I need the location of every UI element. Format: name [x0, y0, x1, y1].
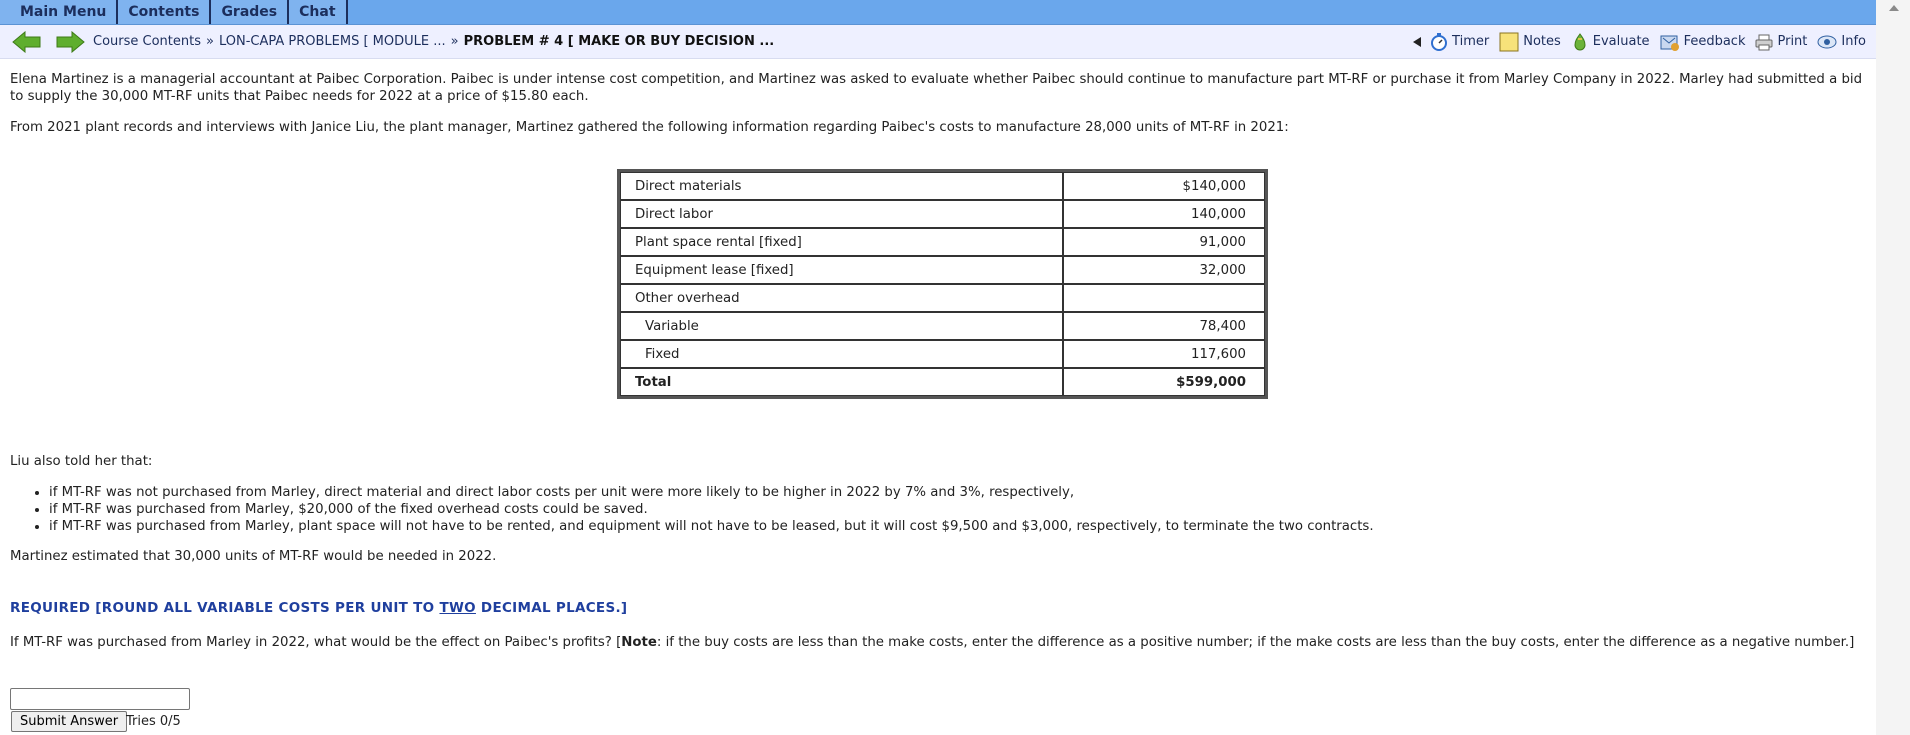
row-value: 117,600: [1063, 340, 1265, 368]
print-label: Print: [1777, 34, 1808, 49]
table-row: [620, 172, 1265, 200]
row-label: Direct labor: [620, 200, 1063, 228]
timer-tool[interactable]: [1430, 32, 1489, 52]
row-value: [1063, 284, 1265, 312]
row-label: Direct materials: [620, 172, 1063, 200]
answer-input[interactable]: [10, 688, 190, 710]
question-note-label: Note: [621, 635, 657, 650]
main-menu-bar: [0, 0, 1876, 25]
row-label: Other overhead: [620, 284, 1063, 312]
intro-paragraph: Elena Martinez is a managerial accountant at Paibec Corporation. Paibec is under intense cost competition, and Martinez was asked to evaluate whether Paibec should continue to manufacture part MT-RF or purchase it from Marley Company in 2022. Marley had submitted a bid to supply the 30,000 MT-RF units that Paibec needs for 2022 at a price of $15.80 each.: [10, 72, 1863, 104]
print-tool[interactable]: [1755, 32, 1807, 52]
table-row: [620, 228, 1265, 256]
row-value: 91,000: [1063, 228, 1265, 256]
timer-label: Timer: [1452, 34, 1490, 49]
table-row-total: [620, 368, 1265, 396]
list-item: • if MT-RF was purchased from Marley, $20,000 of the fixed overhead costs could be saved.: [49, 501, 1872, 518]
question-text-a: If MT-RF was purchased from Marley in 2022, what would be the effect on Paibec's profits? [: [10, 635, 622, 650]
info-label: Info: [1841, 34, 1866, 49]
row-label: Plant space rental [fixed]: [620, 228, 1063, 256]
row-label: Total: [620, 368, 1063, 396]
tool-bar: [1412, 25, 1876, 58]
list-item: • if MT-RF was not purchased from Marley, direct material and direct labor costs per unit were more likely to be higher in 2022 by 7% and 3%, respectively,: [49, 484, 1872, 501]
notes-label: Notes: [1523, 34, 1561, 49]
table-row: [620, 340, 1265, 368]
question-text: [10, 634, 1870, 651]
row-value: $140,000: [1063, 172, 1265, 200]
tab-chat[interactable]: Chat: [289, 0, 347, 24]
breadcrumb: [93, 25, 774, 58]
collapse-toggle[interactable]: [1412, 36, 1422, 48]
navigation-bar: [0, 25, 1876, 59]
required-text-b: DECIMAL PLACES.]: [475, 600, 628, 616]
scroll-up-icon[interactable]: [1889, 5, 1899, 11]
back-arrow-icon[interactable]: [12, 31, 42, 53]
row-label: Fixed: [620, 340, 1063, 368]
tab-main-menu[interactable]: Main Menu: [0, 0, 118, 24]
notes-tool[interactable]: [1499, 32, 1561, 52]
estimate-paragraph: Martinez estimated that 30,000 units of MT-RF would be needed in 2022.: [10, 548, 497, 564]
printer-icon: [1755, 32, 1773, 52]
required-text-underlined: TWO: [439, 600, 476, 616]
tab-grades[interactable]: Grades: [211, 0, 289, 24]
breadcrumb-course-contents[interactable]: Course Contents: [93, 34, 201, 49]
liu-intro: Liu also told her that:: [10, 454, 153, 470]
breadcrumb-current: PROBLEM # 4 [ MAKE OR BUY DECISION ...: [463, 34, 775, 49]
problem-text: [10, 71, 1872, 136]
row-label: Variable: [620, 312, 1063, 340]
tries-counter: Tries 0/5: [126, 714, 181, 729]
table-row: [620, 312, 1265, 340]
table-row: [620, 256, 1265, 284]
list-item: • if MT-RF was purchased from Marley, plant space will not have to be rented, and equipment will not have to be leased, but it will cost $9,500 and $3,000, respectively, to terminate the two contracts.: [49, 518, 1872, 535]
table-row: [620, 200, 1265, 228]
row-value: 78,400: [1063, 312, 1265, 340]
info-tool[interactable]: [1817, 32, 1866, 52]
breadcrumb-separator: »: [206, 34, 214, 49]
stopwatch-icon: [1430, 32, 1448, 52]
feedback-icon: [1660, 32, 1680, 52]
notepad-icon: [1499, 32, 1519, 52]
records-paragraph: From 2021 plant records and interviews with Janice Liu, the plant manager, Martinez gathered the following information regarding Paibec's costs to manufacture 28,000 units of MT-RF in 2021:: [10, 120, 1289, 135]
required-text-a: REQUIRED [ROUND ALL VARIABLE COSTS PER UNIT TO: [10, 600, 440, 616]
breadcrumb-separator: »: [450, 34, 459, 49]
required-heading: [10, 600, 627, 616]
forward-arrow-icon[interactable]: [55, 31, 85, 53]
breadcrumb-module[interactable]: LON-CAPA PROBLEMS [ MODULE ...: [218, 34, 446, 49]
feedback-tool[interactable]: [1660, 32, 1746, 52]
row-value: 32,000: [1063, 256, 1265, 284]
evaluate-icon: [1571, 32, 1589, 52]
question-text-b: : if the buy costs are less than the make costs, enter the difference as a positive number; if the make costs are less than the buy costs, enter the difference as a negative number.]: [656, 635, 1855, 650]
additional-info: [10, 440, 1872, 578]
bullet-list: [10, 484, 1872, 535]
info-eye-icon: [1817, 32, 1837, 52]
row-label: Equipment lease [fixed]: [620, 256, 1063, 284]
table-row: [620, 284, 1265, 312]
vertical-scrollbar[interactable]: [1876, 0, 1910, 735]
tab-contents[interactable]: Contents: [118, 0, 211, 24]
evaluate-label: Evaluate: [1592, 34, 1650, 49]
triangle-left-icon: [1412, 36, 1422, 48]
row-value: 140,000: [1063, 200, 1265, 228]
submit-answer-button[interactable]: Submit Answer: [11, 711, 127, 732]
feedback-label: Feedback: [1683, 34, 1746, 49]
row-value: $599,000: [1063, 368, 1265, 396]
evaluate-tool[interactable]: [1571, 32, 1650, 52]
cost-table: [617, 169, 1268, 399]
